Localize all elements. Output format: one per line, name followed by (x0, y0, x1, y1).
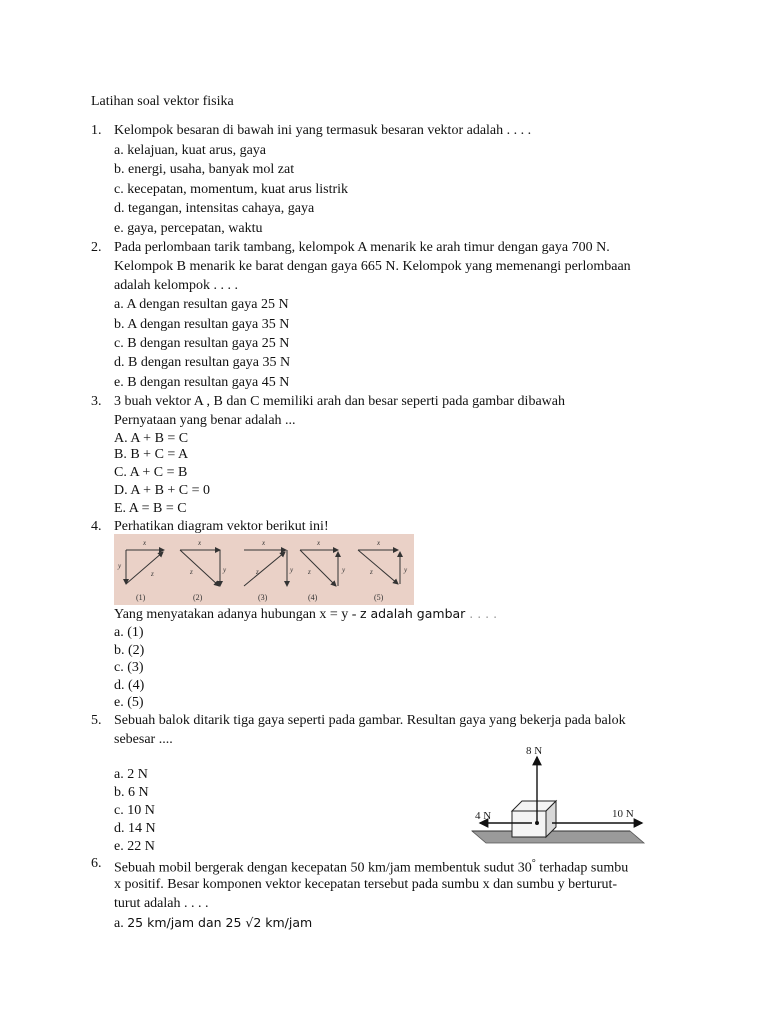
question-text: Yang menyatakan adanya hubungan x = y - z adalah gambar . . . . (114, 606, 498, 622)
question-text: 3 buah vektor A , B dan C memiliki arah dan besar seperti pada gambar dibawah (114, 394, 565, 409)
option-d: d. tegangan, intensitas cahaya, gaya (114, 201, 315, 216)
question-text: Kelompok besaran di bawah ini yang termasuk besaran vektor adalah . . . . (114, 123, 532, 138)
option-a: a. A dengan resultan gaya 25 N (114, 297, 289, 312)
label-z-4: z (308, 568, 311, 576)
vector-diagram-figure (114, 534, 414, 605)
label-10n: 10 N (612, 808, 634, 820)
question-text: Kelompok B menarik ke barat dengan gaya 665 N. Kelompok yang memenangi perlombaan (114, 259, 631, 274)
label-x-5: x (377, 539, 381, 547)
panel-label-3: (3) (258, 593, 268, 602)
label-y-4: y (342, 566, 346, 574)
option-b: B. B + C = A (114, 447, 189, 462)
vector-z-5 (358, 550, 398, 584)
question-number: 6. (91, 856, 102, 871)
label-z-2: z (190, 568, 193, 576)
option-c: c. B dengan resultan gaya 25 N (114, 336, 290, 351)
option-e: e. (5) (114, 695, 144, 710)
label-8n: 8 N (526, 745, 543, 757)
panel-label-4: (4) (308, 593, 318, 602)
option-a: a. 25 km/jam dan 25 √2 km/jam (114, 915, 313, 931)
question-number: 2. (91, 240, 102, 255)
vector-z-4 (300, 550, 336, 586)
option-c: C. A + C = B (114, 465, 188, 480)
label-x-3: x (262, 539, 266, 547)
label-x-1: x (143, 539, 147, 547)
question-text: Sebuah mobil bergerak dengan kecepatan 50 km/jam membentuk sudut 30° terhadap sumbu (114, 858, 629, 876)
floor-surface (472, 831, 644, 843)
option-d: d. B dengan resultan gaya 35 N (114, 355, 291, 370)
question-number: 1. (91, 123, 102, 138)
question-text: Pernyataan yang benar adalah ... (114, 413, 296, 428)
option-e: E. A = B = C (114, 501, 187, 516)
option-d: d. 14 N (114, 821, 156, 836)
question-text: sebesar .... (114, 732, 173, 747)
option-b: b. (2) (114, 643, 145, 658)
panel-label-1: (1) (136, 593, 146, 602)
option-e: e. gaya, percepatan, waktu (114, 221, 263, 236)
label-y-1: y (118, 562, 122, 570)
option-d: D. A + B + C = 0 (114, 483, 211, 498)
label-z-5: z (370, 568, 373, 576)
option-a: a. 2 N (114, 767, 148, 782)
label-z-1: z (151, 570, 154, 578)
question-text: Sebuah balok ditarik tiga gaya seperti pada gambar. Resultan gaya yang bekerja pada balok (114, 713, 626, 728)
question-text: Pada perlombaan tarik tambang, kelompok A menarik ke arah timur dengan gaya 700 N. (114, 240, 610, 255)
label-z-3: z (256, 568, 259, 576)
label-x-2: x (198, 539, 202, 547)
label-y-5: y (404, 566, 408, 574)
label-4n: 4 N (475, 810, 492, 822)
panel-label-2: (2) (193, 593, 203, 602)
vector-diagrams (114, 534, 414, 605)
force-diagram-figure (462, 743, 654, 847)
question-text: turut adalah . . . . (114, 896, 209, 911)
label-x-4: x (317, 539, 321, 547)
option-b: b. 6 N (114, 785, 149, 800)
option-c: c. kecepatan, momentum, kuat arus listrik (114, 182, 349, 197)
option-c: c. 10 N (114, 803, 155, 818)
option-b: b. energi, usaha, banyak mol zat (114, 162, 295, 177)
label-y-3: y (290, 566, 294, 574)
vector-z-1 (126, 552, 163, 584)
option-b: b. A dengan resultan gaya 35 N (114, 317, 290, 332)
option-e: e. B dengan resultan gaya 45 N (114, 375, 290, 390)
vector-z-2 (180, 550, 219, 586)
option-a: a. kelajuan, kuat arus, gaya (114, 143, 266, 158)
question-number: 5. (91, 713, 102, 728)
option-e: e. 22 N (114, 839, 155, 854)
block-force-diagram (462, 743, 654, 847)
question-text: adalah kelompok . . . . (114, 278, 239, 293)
vector-z-3 (244, 552, 285, 586)
page-title: Latihan soal vektor fisika (91, 94, 234, 109)
panel-label-5: (5) (374, 593, 384, 602)
question-number: 4. (91, 519, 102, 534)
question-number: 3. (91, 394, 102, 409)
question-text: Perhatikan diagram vektor berikut ini! (114, 519, 329, 534)
option-a: A. A + B = C (114, 431, 189, 446)
label-y-2: y (223, 566, 227, 574)
option-c: c. (3) (114, 660, 144, 675)
block-front (512, 811, 546, 837)
option-d: d. (4) (114, 678, 145, 693)
question-text: x positif. Besar komponen vektor kecepatan tersebut pada sumbu x dan sumbu y berturut- (114, 877, 618, 892)
option-a: a. (1) (114, 625, 144, 640)
